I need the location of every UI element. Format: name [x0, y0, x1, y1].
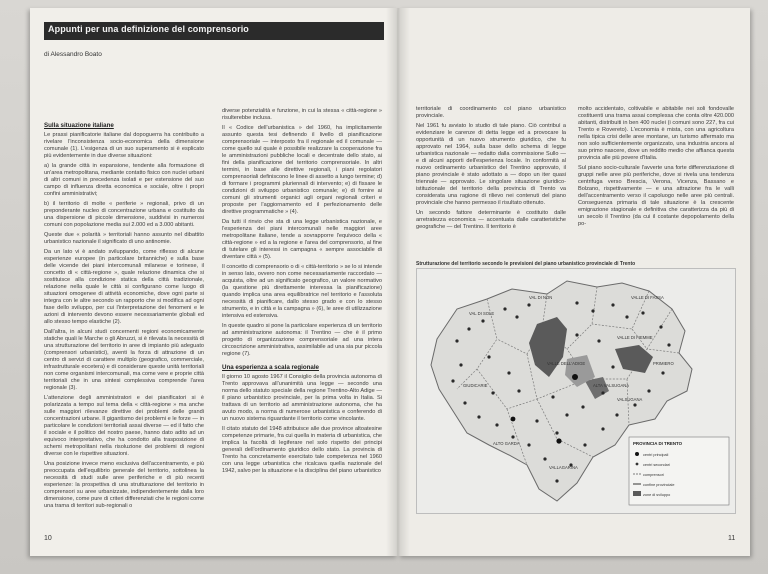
- map-label: VALLE DELL'ADIGE: [547, 361, 586, 366]
- map-label: GIUDICARIE: [463, 383, 488, 388]
- page-number: 10: [44, 535, 52, 542]
- paragraph: Dall'altra, in alcuni studi concernenti regioni economicamente statiche quali le Marche o gli Abruzzi, si è rilevata la necessità di una strutturazione del territorio in aree di impianto più adeguato (comprensori urbanistici), aventi la forza di attrazione di un centro di servizi di carattere multiplo (geografico, commerciale, infrastrutturale eccetera) e di considerare queste unità territoriali non come organismi intercomunali, ma come vere e proprie città territoriali che in una sintesi complessiva comprende l'area regionale (3).: [44, 329, 204, 391]
- map-caption: Strutturazione del territorio secondo le previsioni del piano urbanistico provinciale di Trento: [416, 261, 636, 267]
- paragraph: Il giorno 10 agosto 1967 il Consiglio della provincia autonoma di Trento approvava all'unanimità una legge — secondo una norma dello statuto speciale della regione Trentino-Alto Adige — il piano urbanistico provinciale, per la prima volta in Italia. Si trattava di un territorio ad amministrazione autonoma, che ha avuto modo, a norma di numerose urbanistica e conferendo di un nuovo sistema riguardante il territorio come vincolante.: [222, 374, 382, 422]
- section-heading: Sulla situazione italiane: [44, 122, 114, 129]
- paragraph: Nel 1961 fu avviato lo studio di tale piano. Ciò contribuì a evidenziare le carenze di detta legge ed a provocare la opportunità di un nuovo strumento giuridico, che fu approvato nel 1964, sulla base dello schema di legge urbanistica nazionale — redatto dalla commissione Sullo — e di alcuni apporti dell'esperienza locale. In conformità al nuovo ordinamento urbanistico del Trentino approvato, il piano provinciale è stato adottato a — dopo un iter quasi triennale — approvato. Le singolare situazione giuridico-istituzionale del territorio della provincia di Trento va considerata una ragione di rilievo nei contenuti del piano provinciale che hanno permesso il risultato ottenuto.: [416, 123, 566, 206]
- map-label: PRIMIERO: [653, 361, 674, 366]
- section-heading: Una esperienza a scala regionale: [222, 364, 319, 371]
- right-column-1: [416, 106, 566, 254]
- trentino-map: [417, 269, 735, 513]
- article-title: Appunti per una definizione del comprensorio: [48, 24, 249, 34]
- map-label: VALLAGARINA: [549, 465, 578, 470]
- legend-item: confine provinciale: [643, 483, 675, 487]
- paragraph: a) la grande città in espansione, tendente alla formazione di un'area metropolitana, mediante contatto fisico con nuclei urbani di altri comuni in precedenza isolati e per estensione del suo campo di influenza diretta economica e sociale, oltre i propri confini amministrativi;: [44, 163, 204, 197]
- legend-item: zone di sviluppo: [643, 493, 671, 497]
- map-label: VAL DI NON: [529, 295, 553, 300]
- paragraph: diverse potenzialità e funzione, in cui la stessa « città-regione » risulterebbe inclusa.: [222, 108, 382, 121]
- paragraph: Il concetto di comprensorio o di « città-territorio » se lo si intende in senso lato, ovvero non come necessariamente raccordato — acquista, oltre ad un significato geografico, un valore normativo (la questione più direttamente interessa la pianificazione) quando implica una area equilibratrice nel territorio e l'assoluta necessità di pianificare, dallo stesso grado e con lo stesso strumento, e in città e la campagna » (6), le aree di utilizzazione intensiva ed estensiva.: [222, 264, 382, 319]
- book-gutter: [386, 8, 410, 556]
- paragraph: Il citato statuto del 1948 attribuisce alle due province altoatesine competenze primarie, fra cui quella in materia di urbanistica, che implica la facoltà di legiferare nel solo rispetto dei principi generali dell'ordinamento giuridico dello stato. La provincia di Trento ha concretamente esercitato tale competenza nel 1960 con una legge urbanistica che ricalcava quella nazionale del 1942, salvo per la situazione e la disciplina del piano urbanistico: [222, 426, 382, 474]
- left-column-1: [44, 122, 204, 530]
- paragraph: Da tutti il rinvio che sta di una legge urbanistica nazionale, e l'esperienza dei piani intercomunali nelle maggiori aree metropolitane italiane, tende a sovrapporre l'equivoco della « città-regione » ed a la regione e l'area del comprensorio, al fine di tutelare gli interessi in campagna « sempre associabile di diventare città » (5).: [222, 219, 382, 260]
- map-label: VALSUGANA: [617, 397, 643, 402]
- map-label: ALTA VALSUGANA: [593, 383, 630, 388]
- paragraph: Queste due « polarità » territoriali hanno assunto nel dibattito urbanistico nazionale il significato di uno antinomie.: [44, 232, 204, 245]
- legend-item: centri secondari: [643, 463, 670, 467]
- legend-title: PROVINCIA DI TRENTO: [633, 441, 683, 446]
- paragraph: territoriale di coordinamento col piano urbanistico provinciale.: [416, 106, 566, 119]
- right-page: [398, 8, 750, 556]
- paragraph: Una posizione invece meno esclusiva dell'accentramento, e più preoccupata dell'equilibrio generale del territorio, sottolinea la necessità di studi sulle aree periferiche e di più recenti esperienze: la prospettiva di una strutturazione del territorio in comprensori su aree urbanizzate, indipendentemente dalla loro dimensione, come pure di criteri differenziati che le regioni come una trama di territori sub-regionali o: [44, 461, 204, 509]
- author-line: di Alessandro Boato: [44, 51, 102, 58]
- right-column-2: [578, 106, 734, 254]
- legend-item: comprensori: [643, 473, 664, 477]
- paragraph: In queste quadro si pone la particolare esperienza di un territorio ad amministrazione autonoma: il Trentino — che è il primo progetto di organizzazione comprensoriale ad una intera circoscrizione amministrativa, assimilabile ad una sia pur piccola regione (7).: [222, 323, 382, 357]
- paragraph: Un secondo fattore determinante è costituito dalle arretratezza economica — accentuata dalle caratteristiche geografiche — del Trentino. Il territorio è: [416, 210, 566, 230]
- map-label: VALLE DI FIEMME: [617, 335, 653, 340]
- paragraph: Le prassi pianificatorie italiane dal dopoguerra ha contribuito a rivelare l'inconsistenza socio-economica della dimensione comunale (1). L'esigenza di un suo superamento si è esplicato più evidentemente in due diverse situazioni:: [44, 132, 204, 159]
- paragraph: L'attenzione degli amministratori e dei pianificatori si è polarizzata a tempo sul tema della « città-regione » ma anche sulle maggiori rilevanze direttive dei problemi delle grandi concentrazioni urbane. Il gigantismo dei problemi e le forze — in particolare le condizioni territoriali assai diverse — ed il fatto che il sociale e il politico del nostro paese, hanno dato adito ad un equivoco interpretativo, che ha condotto alla trasposizione di schemi metropolitani nella risoluzione dei problemi di regioni diverse con le rispettive situazioni.: [44, 395, 204, 457]
- map-label: VALLE DI FASSA: [631, 295, 664, 300]
- map-legend: [629, 437, 729, 505]
- paragraph: Il « Codice dell'urbanistica » del 1960, ha implicitamente assunto questa tesi definendo il livello di pianificazione comprensoriale — interposto fra il regionale ed il comunale — come quello sul quale è possibile realizzare la cooperazione fra le amministrazioni pubbliche locali e decentrate dello stato, ai fini della pianificazione del territorio comprensoriale. In altri termini, in base alle direttive regionali, i piani regolatori comprensoriali definiscono le linee di assetto a lungo termine; d) di formare i programmi pluriennali di intervento; e) di fissare le condizioni di sviluppo urbanistico comunale; e) di fornire ai comuni gli strumenti organici agli organi regionali criteri e proposte per l'aggiornamento ed il perfezionamento delle direttive programmatiche » (4).: [222, 125, 382, 215]
- paragraph: Sul piano socio-culturale l'avverte una forte differenziazione di gruppi nelle aree più periferiche, dove si rivela una tendenza centrifuga verso Brescia, Verona, Vicenza, Bassano e Bolzano, rispettivamente — e una attrazione fra le valli dell'accentramento verso il capoluogo nelle aree più centrali. Conseguenza primaria di tale situazione è la crescente emigrazione stagionale e definitiva che caratterizza da più di un secolo il Trentino (da cui il costante depopolamento della po-: [578, 165, 734, 227]
- map-label: ALTO GARDA: [493, 441, 520, 446]
- paragraph: b) il territorio di molte « periferie » regionali, privo di un preponderante nucleo di concentrazione urbana e costituito da una dispersione di piccole dimensione, suddivisi in numerosi comuni con popolazione media sui 2.000 ed a 3.000 abitanti.: [44, 201, 204, 228]
- paragraph: Da un lato vi è andato sviluppando, come riflesso di alcune esperienze europee (in particolare britanniche) e sulla base delle vicende dei piani intercomunali milanese e torinese, il concetto di « città-regione », quale relazione dinamica che si sostituisce alla condizione statica della città tradizionale, relazione nella quale le città si configurano come luogo di situazioni omogenee di attività economiche, dove ogni parte si integra con le altre secondo un rapporto che si modifica ad ogni fase dello sviluppo, per cui l'interpretazione dei fenomeni e le azioni di intervento devono essere necessariamente globali ed allo stesso tempo elastiche (2).: [44, 249, 204, 325]
- page-number: 11: [728, 535, 736, 542]
- paragraph: molto accidentato, coltivabile e abitabile nei soli fondovalle costituenti una trama assai complessa che conta oltre 420.000 abitanti, distribuiti in ben 400 nuclei (i comuni sono 227, fra cui Trento e Rovereto). L'economia è mista, con una agricoltura nella tipica crisi delle aree montane, un turismo affermato ma non solo sufficientemente organizzato, una industria ancora al suo primo nascere, dove un reddito medio che affianca questa provincia alle più povere d'Italia.: [578, 106, 734, 161]
- map-label: VAL DI SOLE: [469, 311, 495, 316]
- map-figure: [416, 268, 736, 514]
- legend-item: centri principali: [643, 453, 669, 457]
- left-column-2: [222, 108, 382, 540]
- left-page: [30, 8, 398, 556]
